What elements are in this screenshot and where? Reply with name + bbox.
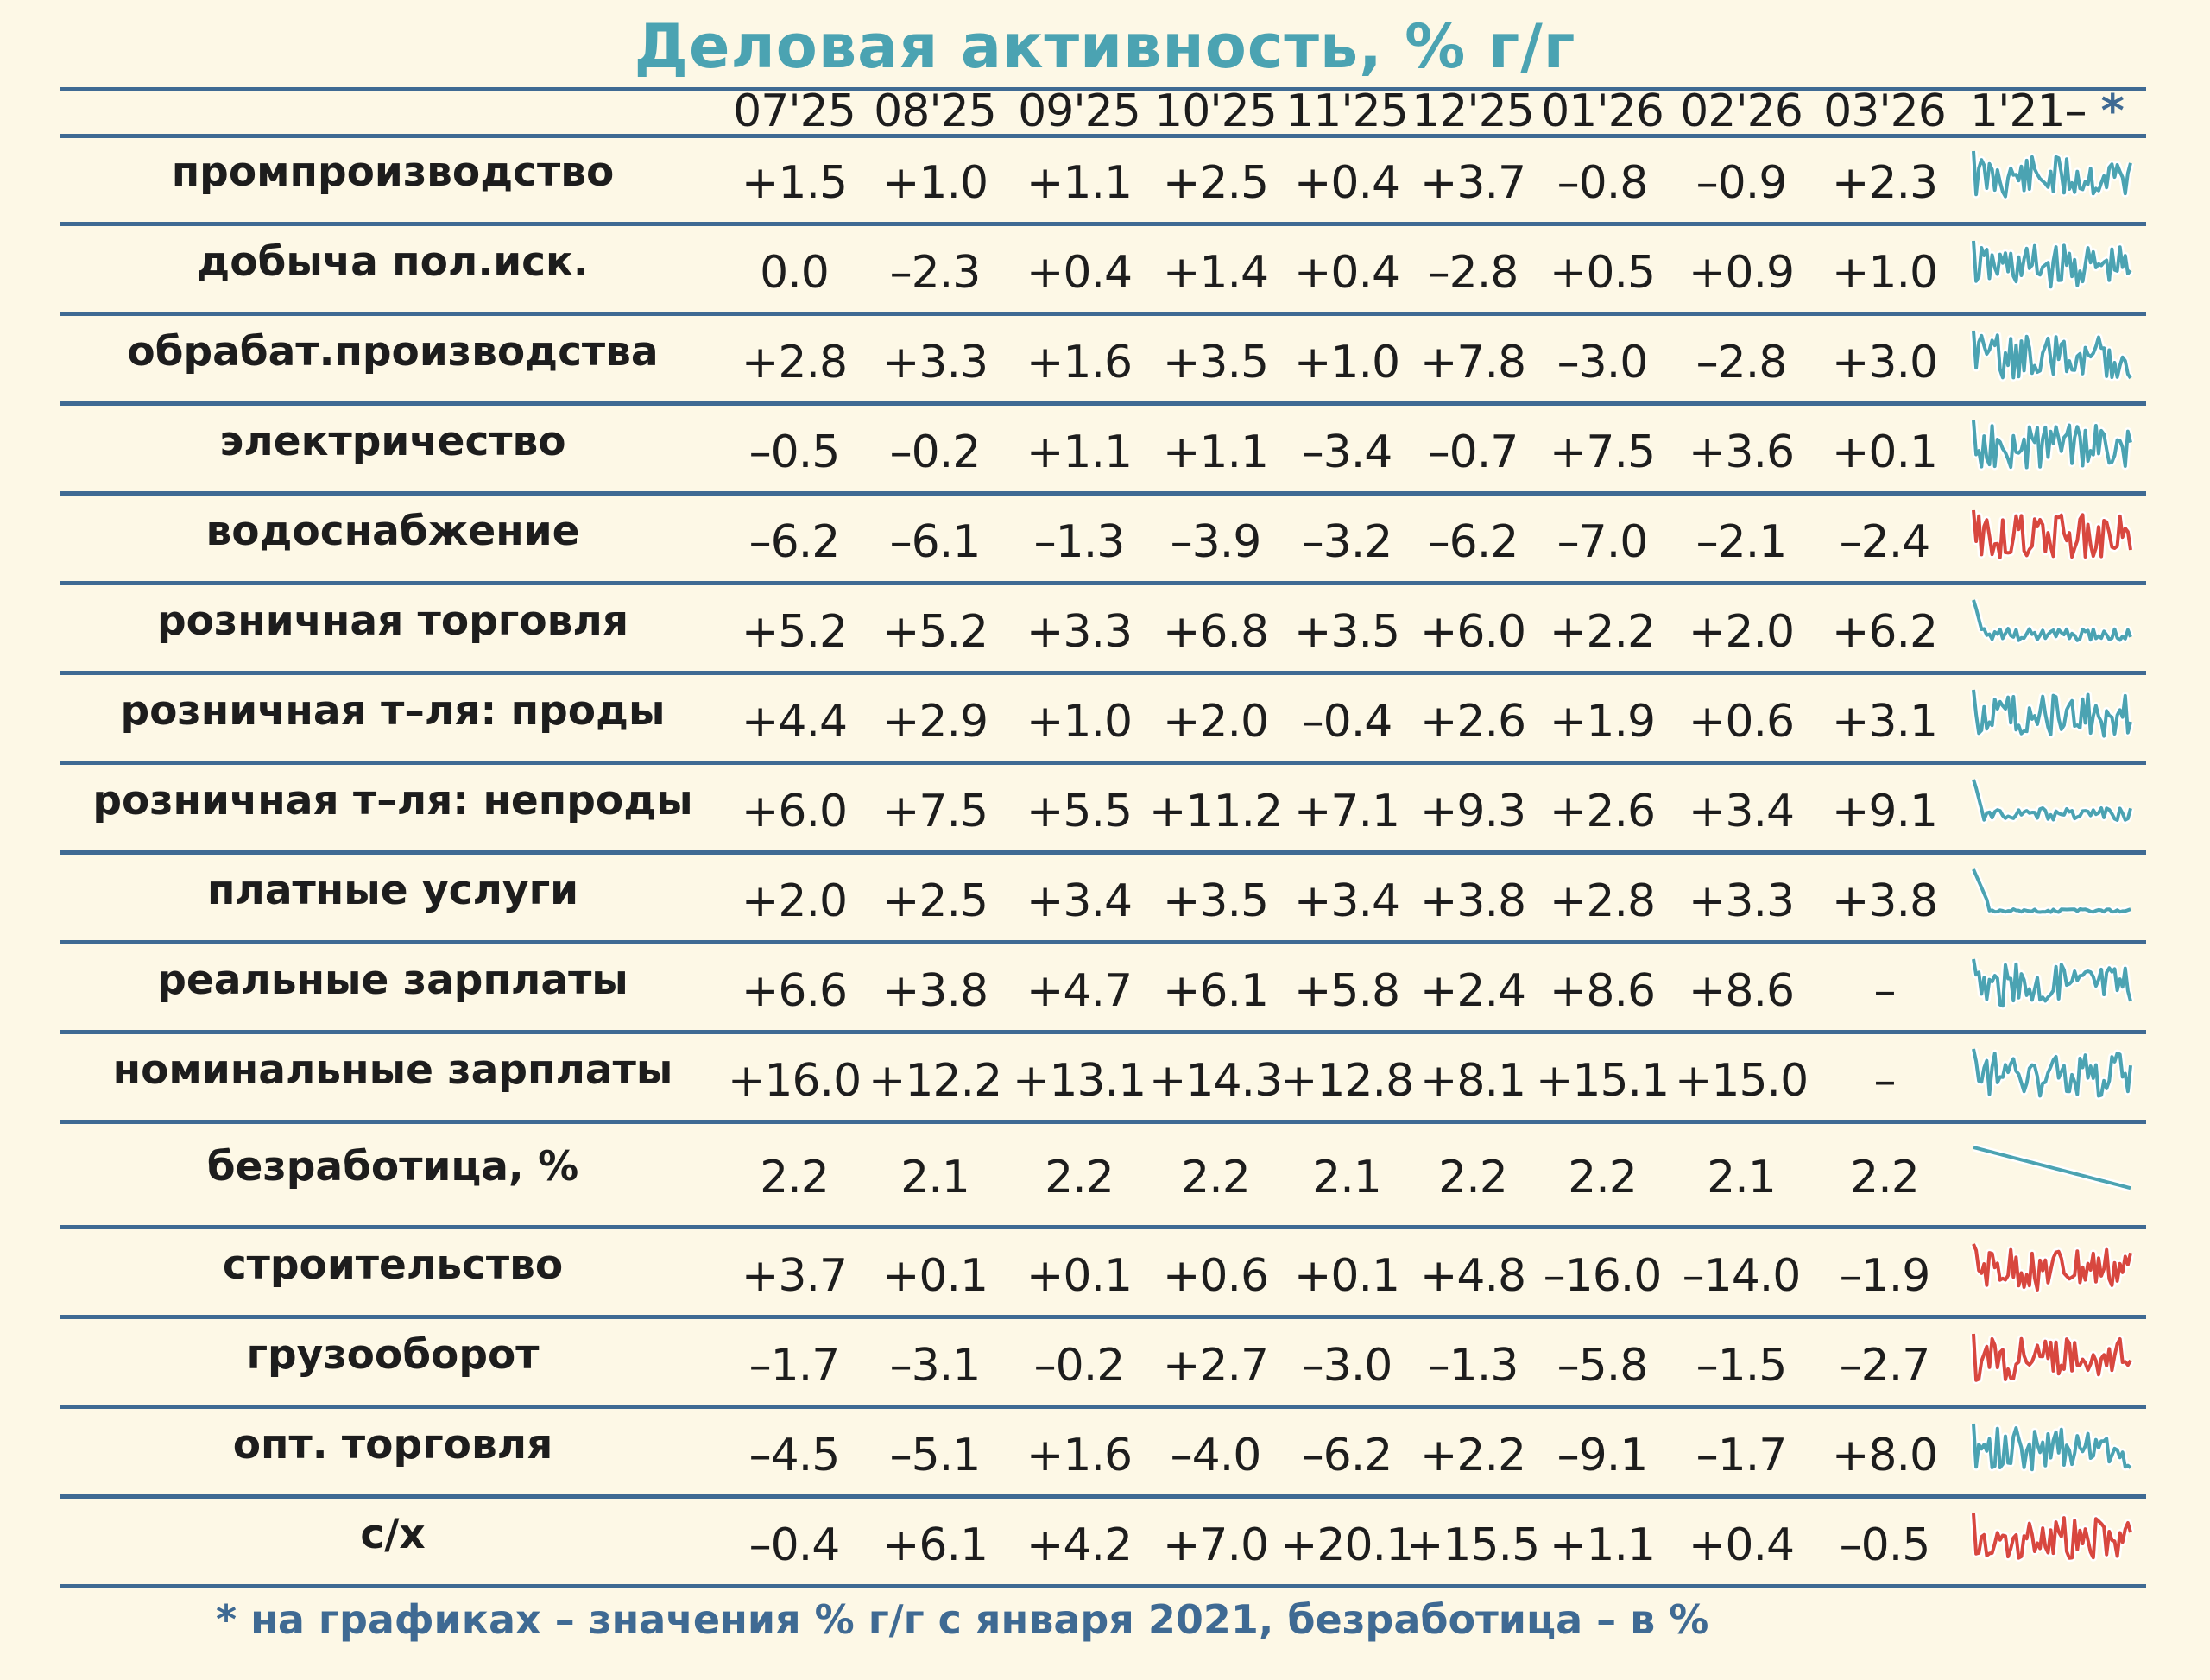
- row-label: строительство: [222, 1241, 564, 1289]
- value-cell: –3.1: [889, 1340, 981, 1392]
- value-cell: +12.8: [1279, 1055, 1414, 1107]
- value-cell: +2.2: [1549, 606, 1656, 658]
- value-cell: +2.0: [1162, 696, 1269, 748]
- value-cell: –6.2: [1427, 516, 1519, 568]
- column-header: 01'26: [1541, 85, 1664, 137]
- value-cell: +5.5: [1026, 786, 1133, 837]
- value-cell: +1.1: [1026, 426, 1133, 478]
- value-cell: 2.2: [1045, 1152, 1114, 1203]
- value-cell: 2.1: [1312, 1152, 1381, 1203]
- value-cell: +3.3: [881, 337, 988, 388]
- row-label: розничная т–ля: проды: [120, 687, 666, 735]
- value-cell: +15.5: [1405, 1519, 1540, 1571]
- value-cell: +1.1: [1026, 157, 1133, 209]
- value-cell: +1.6: [1026, 1430, 1133, 1481]
- value-cell: +1.0: [1831, 247, 1938, 299]
- value-cell: +1.1: [1549, 1519, 1656, 1571]
- value-cell: –0.9: [1695, 157, 1787, 209]
- value-cell: +12.2: [868, 1055, 1002, 1107]
- trend-sparkline: [1970, 1505, 2134, 1574]
- value-cell: –16.0: [1543, 1250, 1662, 1302]
- value-cell: +2.5: [881, 875, 988, 927]
- row-divider: [60, 940, 2146, 944]
- trend-sparkline: [1970, 1415, 2134, 1484]
- value-cell: +9.1: [1831, 786, 1938, 837]
- sparkline-halo: [1973, 869, 2131, 913]
- value-cell: –1.3: [1033, 516, 1125, 568]
- value-cell: –3.9: [1170, 516, 1261, 568]
- value-cell: +20.1: [1279, 1519, 1414, 1571]
- value-cell: 2.2: [1568, 1152, 1637, 1203]
- value-cell: +2.0: [1688, 606, 1795, 658]
- column-header: 03'26: [1823, 85, 1946, 137]
- value-cell: +2.9: [881, 696, 988, 748]
- trend-sparkline: [1970, 1040, 2134, 1109]
- row-label: номинальные зарплаты: [112, 1046, 673, 1094]
- value-cell: –0.5: [748, 426, 840, 478]
- row-divider: [60, 491, 2146, 496]
- row-divider: [60, 1030, 2146, 1034]
- value-cell: +1.5: [741, 157, 848, 209]
- row-label: опт. торговля: [232, 1421, 553, 1468]
- row-divider: [60, 1315, 2146, 1319]
- value-cell: +0.1: [1293, 1250, 1400, 1302]
- value-cell: –1.3: [1427, 1340, 1519, 1392]
- value-cell: +3.4: [1688, 786, 1795, 837]
- trend-sparkline: [1970, 951, 2134, 1020]
- row-divider: [60, 850, 2146, 855]
- row-divider: [60, 1584, 2146, 1588]
- column-header: 09'25: [1018, 85, 1140, 137]
- value-cell: +2.3: [1831, 157, 1938, 209]
- value-cell: +4.4: [741, 696, 848, 748]
- value-cell: +2.8: [741, 337, 848, 388]
- row-label: платные услуги: [206, 867, 579, 914]
- trend-sparkline: [1970, 591, 2134, 660]
- value-cell: +1.4: [1162, 247, 1269, 299]
- column-header: 12'25: [1411, 85, 1534, 137]
- footnote-marker: *: [2086, 85, 2124, 137]
- value-cell: +3.5: [1293, 606, 1400, 658]
- value-cell: +8.6: [1549, 965, 1656, 1017]
- value-cell: –0.2: [1033, 1340, 1125, 1392]
- trend-sparkline: [1970, 771, 2134, 840]
- row-label: промпроизводство: [171, 148, 615, 196]
- value-cell: +15.0: [1674, 1055, 1809, 1107]
- value-cell: +2.2: [1419, 1430, 1526, 1481]
- value-cell: +2.7: [1162, 1340, 1269, 1392]
- column-header: 02'26: [1680, 85, 1803, 137]
- trend-sparkline: [1970, 1137, 2134, 1206]
- value-cell: +5.8: [1293, 965, 1400, 1017]
- value-cell: +7.5: [881, 786, 988, 837]
- row-divider: [60, 1225, 2146, 1229]
- value-cell: +0.4: [1026, 247, 1133, 299]
- value-cell: 0.0: [760, 247, 829, 299]
- value-cell: +7.8: [1419, 337, 1526, 388]
- value-cell: +7.5: [1549, 426, 1656, 478]
- value-cell: +3.0: [1831, 337, 1938, 388]
- value-cell: 2.1: [1707, 1152, 1776, 1203]
- value-cell: 2.2: [1850, 1152, 1919, 1203]
- footnote: * на графиках – значения % г/г с января 2021, безработица – в %: [216, 1596, 1709, 1643]
- value-cell: +6.1: [881, 1519, 988, 1571]
- row-label: добыча пол.иск.: [197, 238, 589, 286]
- value-cell: +3.3: [1688, 875, 1795, 927]
- value-cell: +8.1: [1419, 1055, 1526, 1107]
- value-cell: +9.3: [1419, 786, 1526, 837]
- sparkline-header-text: 1'21–: [1970, 85, 2087, 137]
- value-cell: +16.0: [727, 1055, 862, 1107]
- row-label: безработица, %: [206, 1143, 579, 1191]
- value-cell: +0.6: [1688, 696, 1795, 748]
- value-cell: +0.9: [1688, 247, 1795, 299]
- value-cell: +2.6: [1549, 786, 1656, 837]
- value-cell: +0.4: [1293, 247, 1400, 299]
- value-cell: –7.0: [1556, 516, 1648, 568]
- value-cell: +3.5: [1162, 337, 1269, 388]
- sparkline-line: [1973, 1147, 2131, 1188]
- value-cell: –1.9: [1839, 1250, 1930, 1302]
- value-cell: –2.1: [1695, 516, 1787, 568]
- value-cell: +3.5: [1162, 875, 1269, 927]
- value-cell: +6.1: [1162, 965, 1269, 1017]
- value-cell: –6.1: [889, 516, 981, 568]
- value-cell: –2.8: [1427, 247, 1519, 299]
- trend-sparkline: [1970, 502, 2134, 571]
- value-cell: +1.0: [1026, 696, 1133, 748]
- value-cell: +0.1: [881, 1250, 988, 1302]
- value-cell: +5.2: [741, 606, 848, 658]
- value-cell: +2.6: [1419, 696, 1526, 748]
- page-title: Деловая активность, % г/г: [634, 11, 1576, 82]
- value-cell: +6.6: [741, 965, 848, 1017]
- value-cell: –4.0: [1170, 1430, 1261, 1481]
- value-cell: +6.8: [1162, 606, 1269, 658]
- value-cell: –2.4: [1839, 516, 1930, 568]
- sparkline-column-header: [1970, 85, 2143, 138]
- value-cell: +3.6: [1688, 426, 1795, 478]
- value-cell: –: [1873, 965, 1896, 1017]
- value-cell: 2.2: [760, 1152, 829, 1203]
- row-label: электричество: [219, 418, 566, 465]
- value-cell: –5.1: [889, 1430, 981, 1481]
- column-header: 10'25: [1154, 85, 1277, 137]
- value-cell: +8.0: [1831, 1430, 1938, 1481]
- value-cell: –6.2: [1301, 1430, 1392, 1481]
- value-cell: –2.3: [889, 247, 981, 299]
- row-label: розничная т–ля: непроды: [92, 777, 693, 824]
- value-cell: –14.0: [1682, 1250, 1801, 1302]
- value-cell: –3.0: [1301, 1340, 1392, 1392]
- row-divider: [60, 312, 2146, 316]
- value-cell: +2.5: [1162, 157, 1269, 209]
- row-divider: [60, 671, 2146, 675]
- value-cell: +3.7: [741, 1250, 848, 1302]
- row-divider: [60, 401, 2146, 406]
- value-cell: +0.5: [1549, 247, 1656, 299]
- row-label: розничная торговля: [156, 597, 628, 645]
- value-cell: +3.8: [1831, 875, 1938, 927]
- value-cell: +1.1: [1162, 426, 1269, 478]
- value-cell: +6.0: [1419, 606, 1526, 658]
- value-cell: –2.8: [1695, 337, 1787, 388]
- row-label: грузооборот: [246, 1331, 540, 1379]
- value-cell: –0.2: [889, 426, 981, 478]
- value-cell: +3.4: [1026, 875, 1133, 927]
- value-cell: –6.2: [748, 516, 840, 568]
- value-cell: +2.0: [741, 875, 848, 927]
- trend-sparkline: [1970, 322, 2134, 391]
- value-cell: 2.1: [900, 1152, 969, 1203]
- row-label: с/х: [360, 1511, 426, 1558]
- column-header: 08'25: [874, 85, 996, 137]
- trend-sparkline: [1970, 681, 2134, 750]
- value-cell: +3.4: [1293, 875, 1400, 927]
- value-cell: –0.8: [1556, 157, 1648, 209]
- value-cell: +3.8: [881, 965, 988, 1017]
- value-cell: +1.0: [881, 157, 988, 209]
- value-cell: –3.0: [1556, 337, 1648, 388]
- value-cell: –5.8: [1556, 1340, 1648, 1392]
- value-cell: +15.1: [1535, 1055, 1670, 1107]
- value-cell: +0.1: [1831, 426, 1938, 478]
- row-divider: [60, 1120, 2146, 1124]
- trend-sparkline: [1970, 1325, 2134, 1394]
- value-cell: +6.2: [1831, 606, 1938, 658]
- row-label: реальные зарплаты: [157, 957, 628, 1004]
- value-cell: +3.7: [1419, 157, 1526, 209]
- trend-sparkline: [1970, 412, 2134, 481]
- value-cell: –1.5: [1695, 1340, 1787, 1392]
- value-cell: +0.4: [1293, 157, 1400, 209]
- value-cell: +2.8: [1549, 875, 1656, 927]
- row-label: водоснабжение: [205, 508, 580, 555]
- value-cell: –0.4: [748, 1519, 840, 1571]
- value-cell: –: [1873, 1055, 1896, 1107]
- value-cell: –0.5: [1839, 1519, 1930, 1571]
- trend-sparkline: [1970, 232, 2134, 301]
- value-cell: +0.6: [1162, 1250, 1269, 1302]
- value-cell: +3.8: [1419, 875, 1526, 927]
- value-cell: +13.1: [1012, 1055, 1146, 1107]
- value-cell: +4.7: [1026, 965, 1133, 1017]
- value-cell: +3.3: [1026, 606, 1133, 658]
- value-cell: +7.0: [1162, 1519, 1269, 1571]
- value-cell: +8.6: [1688, 965, 1795, 1017]
- value-cell: –3.4: [1301, 426, 1392, 478]
- value-cell: +4.8: [1419, 1250, 1526, 1302]
- row-label: обрабат.производства: [127, 328, 659, 376]
- value-cell: +3.1: [1831, 696, 1938, 748]
- value-cell: –1.7: [748, 1340, 840, 1392]
- value-cell: –4.5: [748, 1430, 840, 1481]
- value-cell: –1.7: [1695, 1430, 1787, 1481]
- row-divider: [60, 1405, 2146, 1409]
- value-cell: –3.2: [1301, 516, 1392, 568]
- trend-sparkline: [1970, 861, 2134, 930]
- value-cell: +0.4: [1688, 1519, 1795, 1571]
- trend-sparkline: [1970, 142, 2134, 212]
- value-cell: 2.2: [1438, 1152, 1507, 1203]
- value-cell: +4.2: [1026, 1519, 1133, 1571]
- value-cell: –0.4: [1301, 696, 1392, 748]
- value-cell: +6.0: [741, 786, 848, 837]
- row-divider: [60, 761, 2146, 765]
- value-cell: +14.3: [1148, 1055, 1283, 1107]
- value-cell: +5.2: [881, 606, 988, 658]
- value-cell: +1.0: [1293, 337, 1400, 388]
- row-divider: [60, 581, 2146, 585]
- value-cell: –2.7: [1839, 1340, 1930, 1392]
- row-divider: [60, 222, 2146, 226]
- value-cell: +0.1: [1026, 1250, 1133, 1302]
- value-cell: –0.7: [1427, 426, 1519, 478]
- column-header: 07'25: [733, 85, 856, 137]
- value-cell: +2.4: [1419, 965, 1526, 1017]
- value-cell: +11.2: [1148, 786, 1283, 837]
- value-cell: +1.9: [1549, 696, 1656, 748]
- trend-sparkline: [1970, 1235, 2134, 1304]
- row-divider: [60, 1494, 2146, 1499]
- value-cell: 2.2: [1181, 1152, 1250, 1203]
- value-cell: +7.1: [1293, 786, 1400, 837]
- value-cell: –9.1: [1556, 1430, 1648, 1481]
- column-header: 11'25: [1285, 85, 1408, 137]
- value-cell: +1.6: [1026, 337, 1133, 388]
